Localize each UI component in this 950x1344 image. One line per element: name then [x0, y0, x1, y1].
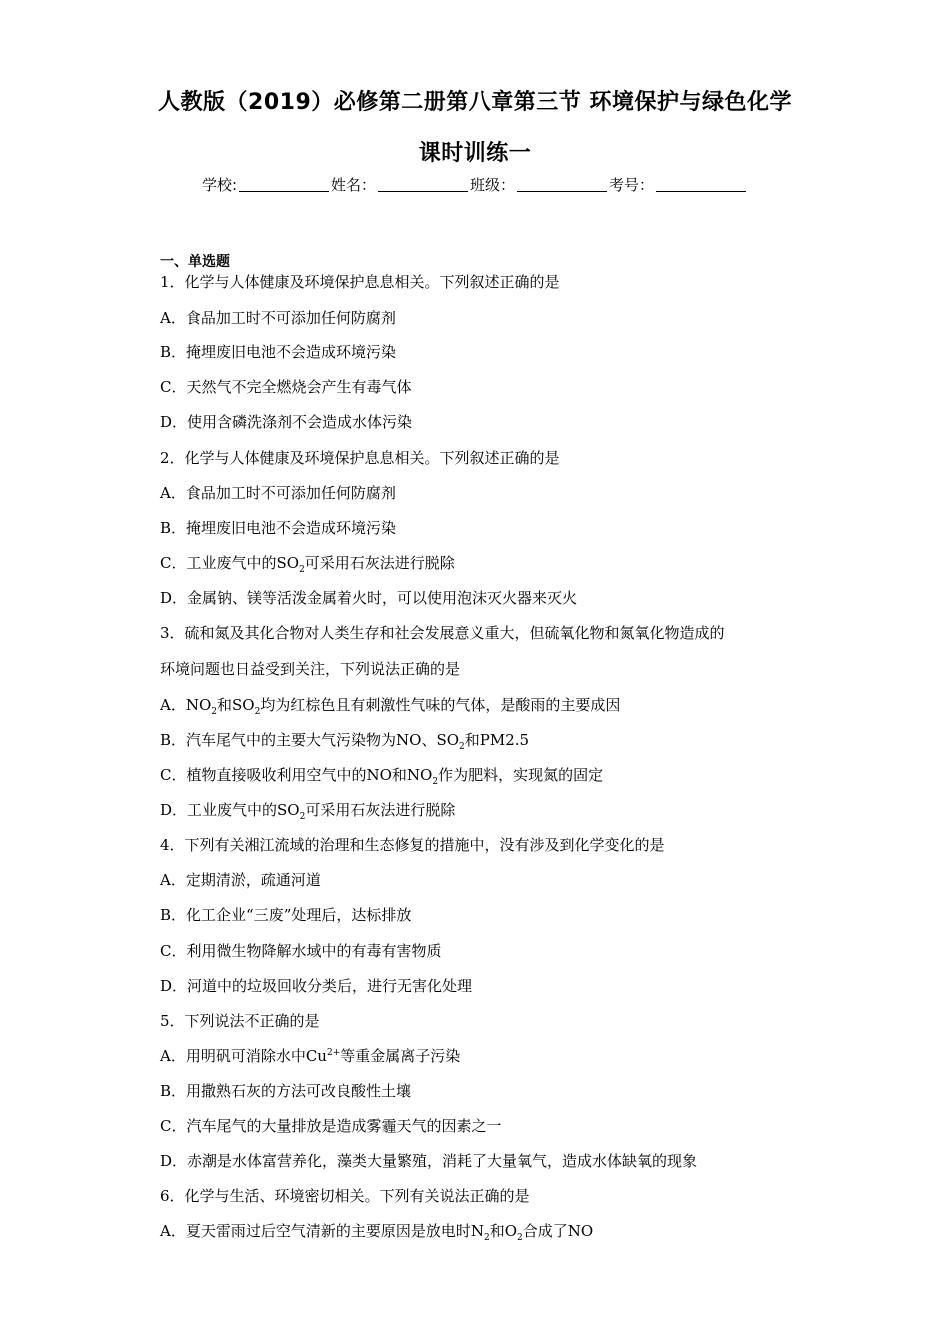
- answer-option: B．掩埋废旧电池不会造成环境污染: [160, 519, 397, 537]
- answer-option: B．化工企业“三废”处理后，达标排放: [160, 906, 412, 924]
- answer-option: D．赤潮是水体富营养化，藻类大量繁殖，消耗了大量氧气，造成水体缺氧的现象: [160, 1152, 698, 1170]
- question-text: 6．化学与生活、环境密切相关。下列有关说法正确的是: [160, 1187, 530, 1205]
- answer-option: D．工业废气中的$SO_2$可采用石灰法进行脱除: [160, 801, 456, 822]
- exam-number-label: 考号：: [609, 176, 655, 194]
- exam-number-blank[interactable]: [656, 177, 746, 192]
- answer-option: B．用撒熟石灰的方法可改良酸性土壤: [160, 1082, 412, 1100]
- student-info-row: [0, 174, 950, 195]
- question-text: 4．下列有关湘江流域的治理和生态修复的措施中，没有涉及到化学变化的是: [160, 836, 665, 854]
- answer-option: B．掩埋废旧电池不会造成环境污染: [160, 343, 397, 361]
- title-line-1: 人教版（2019）必修第二册第八章第三节 环境保护与绿色化学: [158, 90, 792, 115]
- answer-option: D．河道中的垃圾回收分类后，进行无害化处理: [160, 977, 473, 995]
- school-label: 学校:: [201, 176, 237, 194]
- answer-option: D．使用含磷洗涤剂不会造成水体污染: [160, 413, 413, 431]
- answer-option: C．植物直接吸收利用空气中的NO和$NO_2$作为肥料，实现氮的固定: [160, 766, 604, 787]
- answer-option: B．汽车尾气中的主要大气污染物为NO、$SO_2$和PM2.5: [160, 731, 530, 752]
- class-blank[interactable]: [517, 177, 607, 192]
- question-text: 2．化学与人体健康及环境保护息息相关。下列叙述正确的是: [160, 449, 560, 467]
- question-text: 环境问题也日益受到关注，下列说法正确的是: [160, 660, 461, 678]
- answer-option: A．定期清淤，疏通河道: [160, 871, 321, 889]
- school-blank[interactable]: [239, 177, 329, 192]
- title-line-2: 课时训练一: [418, 141, 532, 166]
- answer-option: C．工业废气中的$SO_2$可采用石灰法进行脱除: [160, 554, 455, 575]
- answer-option: A．夏天雷雨过后空气清新的主要原因是放电时$N_2$和$O_2$合成了NO: [160, 1222, 594, 1243]
- answer-option: A．用明矾可消除水中$Cu^{2+}$等重金属离子污染: [160, 1047, 461, 1065]
- question-text: 5．下列说法不正确的是: [160, 1012, 320, 1030]
- answer-option: C．天然气不完全燃烧会产生有毒气体: [160, 378, 412, 396]
- answer-option: D．金属钠、镁等活泼金属着火时，可以使用泡沫灭火器来灭火: [160, 589, 578, 607]
- answer-option: A．食品加工时不可添加任何防腐剂: [160, 484, 396, 502]
- question-text: 3．硫和氮及其化合物对人类生存和社会发展意义重大，但硫氧化物和氮氧化物造成的: [160, 624, 725, 642]
- section-title: 一、单选题: [160, 254, 230, 270]
- name-label: 姓名：: [331, 176, 377, 194]
- answer-option: A．食品加工时不可添加任何防腐剂: [160, 309, 396, 327]
- question-text: 1．化学与人体健康及环境保护息息相关。下列叙述正确的是: [160, 273, 560, 291]
- answer-option: A．$NO_2$和$SO_2$均为红棕色且有刺激性气味的气体，是酸雨的主要成因: [160, 696, 621, 717]
- name-blank[interactable]: [378, 177, 468, 192]
- answer-option: C．利用微生物降解水域中的有毒有害物质: [160, 942, 442, 960]
- answer-option: C．汽车尾气的大量排放是造成雾霾天气的因素之一: [160, 1117, 502, 1135]
- class-label: 班级：: [470, 176, 516, 194]
